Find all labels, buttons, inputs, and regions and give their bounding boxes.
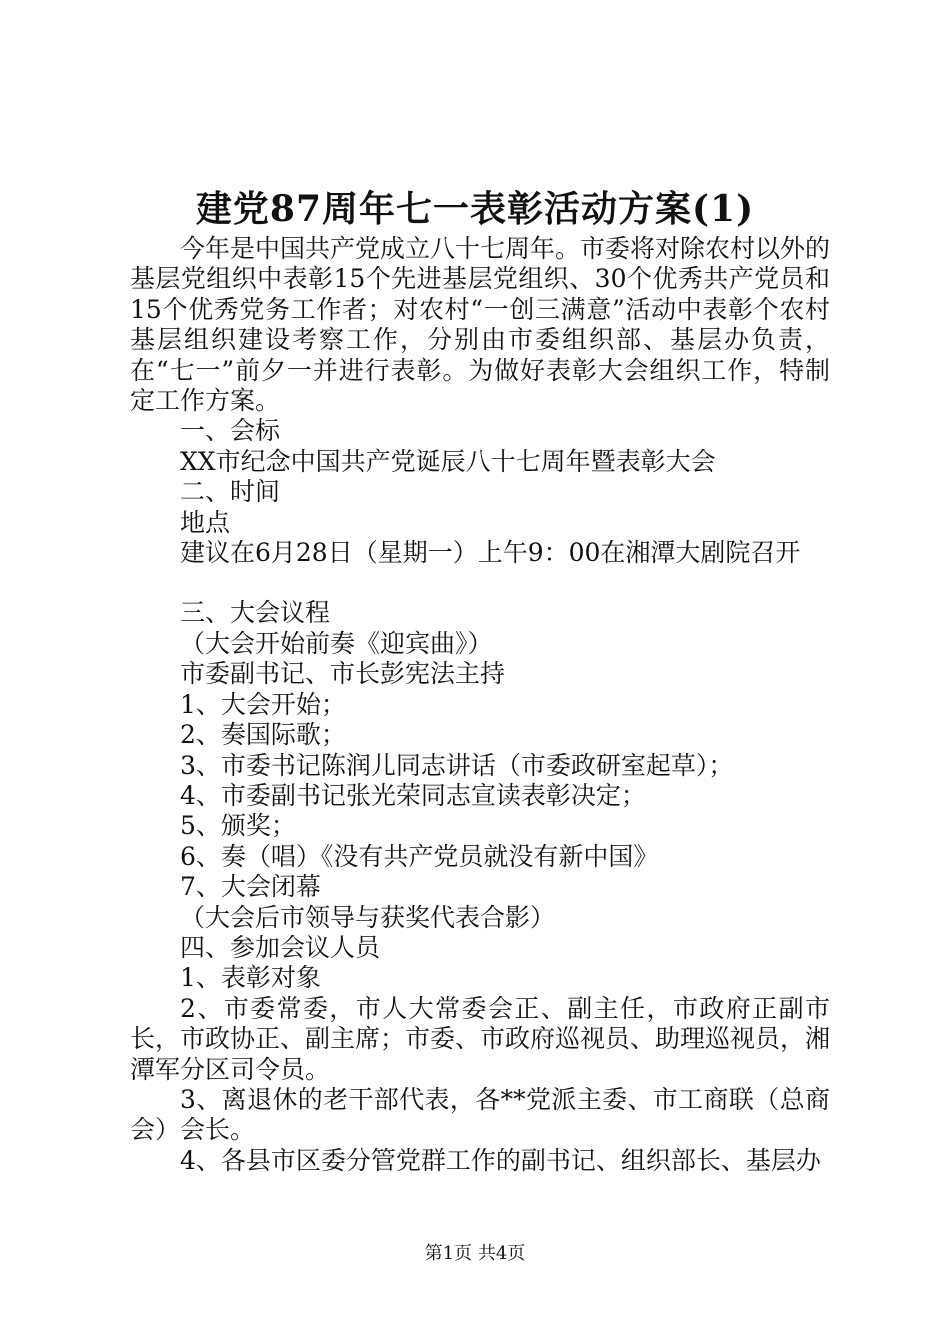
agenda-item: 2、奏国际歌；: [180, 720, 346, 750]
attendee-item: 4、各县市区委分管党群工作的副书记、组织部长、基层办: [180, 1145, 821, 1175]
section-heading-emblem: 一、会标: [180, 416, 281, 446]
agenda-item: 3、市委书记陈润儿同志讲话（市委政研室起草）；: [180, 750, 734, 780]
agenda-item: 5、颁奖；: [180, 811, 296, 841]
agenda-item: 7、大会闭幕: [180, 872, 321, 902]
section-heading-time: 二、时间: [180, 477, 281, 507]
attendee-item: 2、市委常委，市人大常委会正、副主任，市政府正副市长，市政协正、副主席；市委、市政府巡视员、助理巡视员，湘潭军分区司令员。: [130, 993, 831, 1084]
blank-line: [130, 568, 830, 598]
agenda-item: 1、大会开始；: [180, 689, 346, 719]
page-footer: 第1页 共4页: [424, 1243, 526, 1264]
document-title: 建党87周年七一表彰活动方案(1): [195, 188, 755, 230]
intro-paragraph: 今年是中国共产党成立八十七周年。市委将对除农村以外的基层党组织中表彰15个先进基层党组织、30个优秀共产党员和15个优秀党务工作者；对农村“一创三满意”活动中表彰个农村基层组织建设考察工作，分别由市委组织部、基层办负责，在“七一”前夕一并进行表彰。为做好表彰大会组织工作，特制定工作方案。: [130, 234, 831, 416]
location-label: 地点: [180, 507, 231, 537]
agenda-item: （大会后市领导与获奖代表合影）: [180, 902, 556, 932]
agenda-item: 6、奏（唱）《没有共产党员就没有新中国》: [180, 841, 659, 871]
attendee-item: 3、离退休的老干部代表，各**党派主委、市工商联（总商会）会长。: [130, 1084, 830, 1145]
agenda-item: （大会开始前奏《迎宾曲》）: [180, 628, 493, 658]
agenda-item: 市委副书记、市长彭宪法主持: [180, 659, 506, 689]
agenda-item: 4、市委副书记张光荣同志宣读表彰决定；: [180, 780, 646, 810]
emblem-text: XX市纪念中国共产党诞辰八十七周年暨表彰大会: [180, 446, 716, 476]
section-heading-agenda: 三、大会议程: [180, 598, 331, 628]
document-body: [130, 234, 830, 1176]
section-heading-attendees: 四、参加会议人员: [180, 932, 381, 962]
attendee-item: 1、表彰对象: [180, 963, 321, 993]
time-location-text: 建议在6月28日（星期一）上午9：00在湘潭大剧院召开: [180, 538, 801, 568]
